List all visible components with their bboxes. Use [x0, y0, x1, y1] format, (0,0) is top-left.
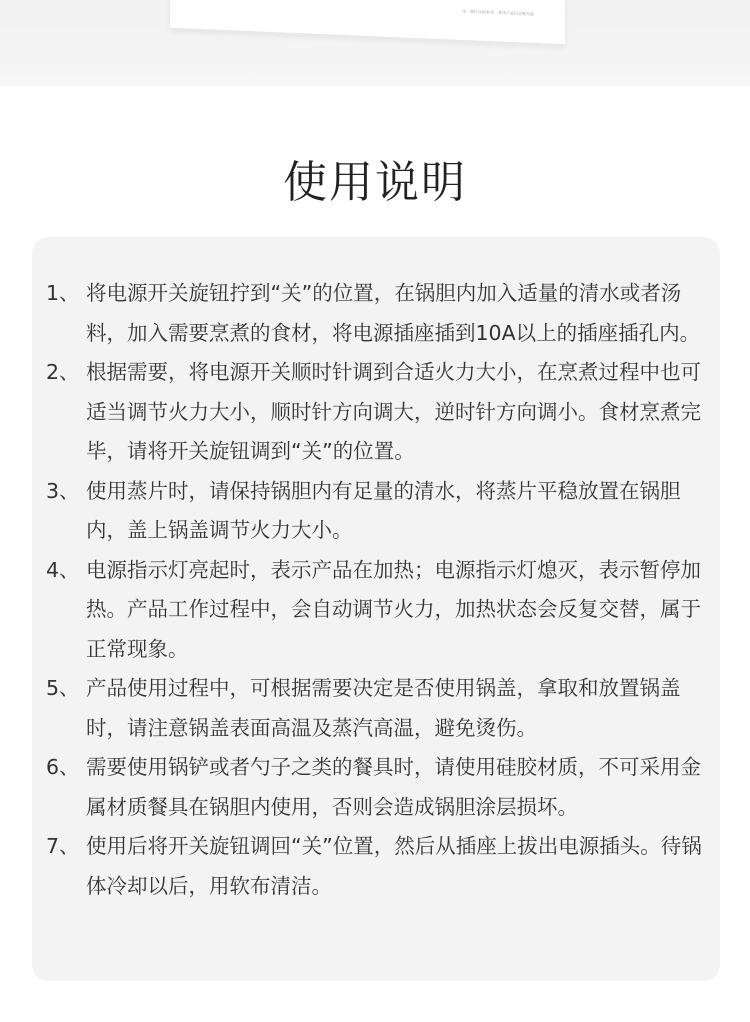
product-box-image [170, 0, 565, 45]
step-text: 电源指示灯亮起时，表示产品在加热；电源指示灯熄灭，表示暂停加热。产品工作过程中，会自动调节火力，加热状态会反复交替，属于正常现象。 [86, 557, 701, 661]
step-text: 将电源开关旋钮拧到“关”的位置，在锅胆内加入适量的清水或者汤料，加入需要烹煮的食材，将电源插座插到10A以上的插座插孔内。 [86, 281, 701, 345]
instruction-step-3 [46, 472, 706, 551]
instruction-step-6 [46, 748, 706, 827]
image-disclaimer: 注：图片仅供参考，具体产品以实物为准 [462, 8, 534, 17]
step-number: 3、 [46, 478, 80, 503]
step-text: 使用后将开关旋钮调回“关”位置，然后从插座上拔出电源插头。待锅体冷却以后，用软布清洁。 [86, 834, 702, 898]
step-number: 2、 [46, 360, 80, 384]
step-number: 5、 [46, 676, 80, 700]
step-text: 需要使用锅铲或者勺子之类的餐具时，请使用硅胶材质，不可采用金属材质餐具在锅胆内使用，否则会造成锅胆涂层损坏。 [86, 755, 701, 819]
instruction-step-4 [46, 551, 706, 670]
step-number: 6、 [46, 755, 80, 779]
instruction-step-2 [46, 353, 706, 472]
step-text: 产品使用过程中，可根据需要决定是否使用锅盖，拿取和放置锅盖时，请注意锅盖表面高温及蒸汽高温，避免烫伤。 [86, 676, 681, 740]
step-number: 1、 [46, 281, 80, 305]
instruction-step-5 [46, 669, 706, 748]
step-text: 根据需要，将电源开关顺时针调到合适火力大小，在烹煮过程中也可适当调节火力大小，顺时针方向调大，逆时针方向调小。食材烹煮完毕，请将开关旋钮调到“关”的位置。 [86, 360, 701, 463]
page-title: 使用说明 [283, 157, 467, 208]
step-number: 4、 [46, 557, 80, 582]
instruction-step-7 [46, 827, 706, 906]
step-number: 7、 [46, 834, 80, 858]
instruction-step-1 [46, 274, 706, 353]
step-text: 使用蒸片时，请保持锅胆内有足量的清水，将蒸片平稳放置在锅胆内，盖上锅盖调节火力大小。 [86, 478, 681, 542]
instruction-list [46, 274, 706, 906]
product-image-band [0, 0, 750, 86]
